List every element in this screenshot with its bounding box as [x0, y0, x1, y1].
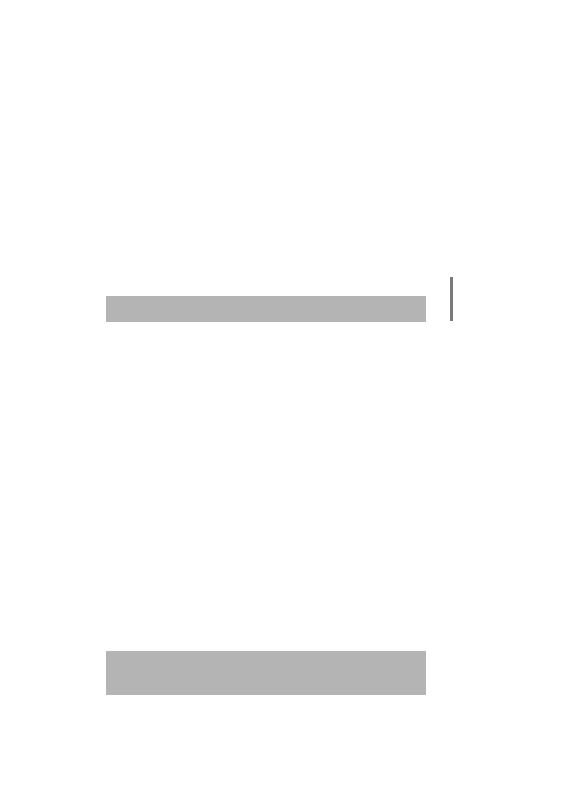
section-header-novecentismo[interactable]: [106, 651, 426, 695]
clipped-heading-fragment: [122, 30, 302, 42]
section-header-realismo[interactable]: [106, 296, 426, 322]
margin-mark: [450, 277, 453, 321]
